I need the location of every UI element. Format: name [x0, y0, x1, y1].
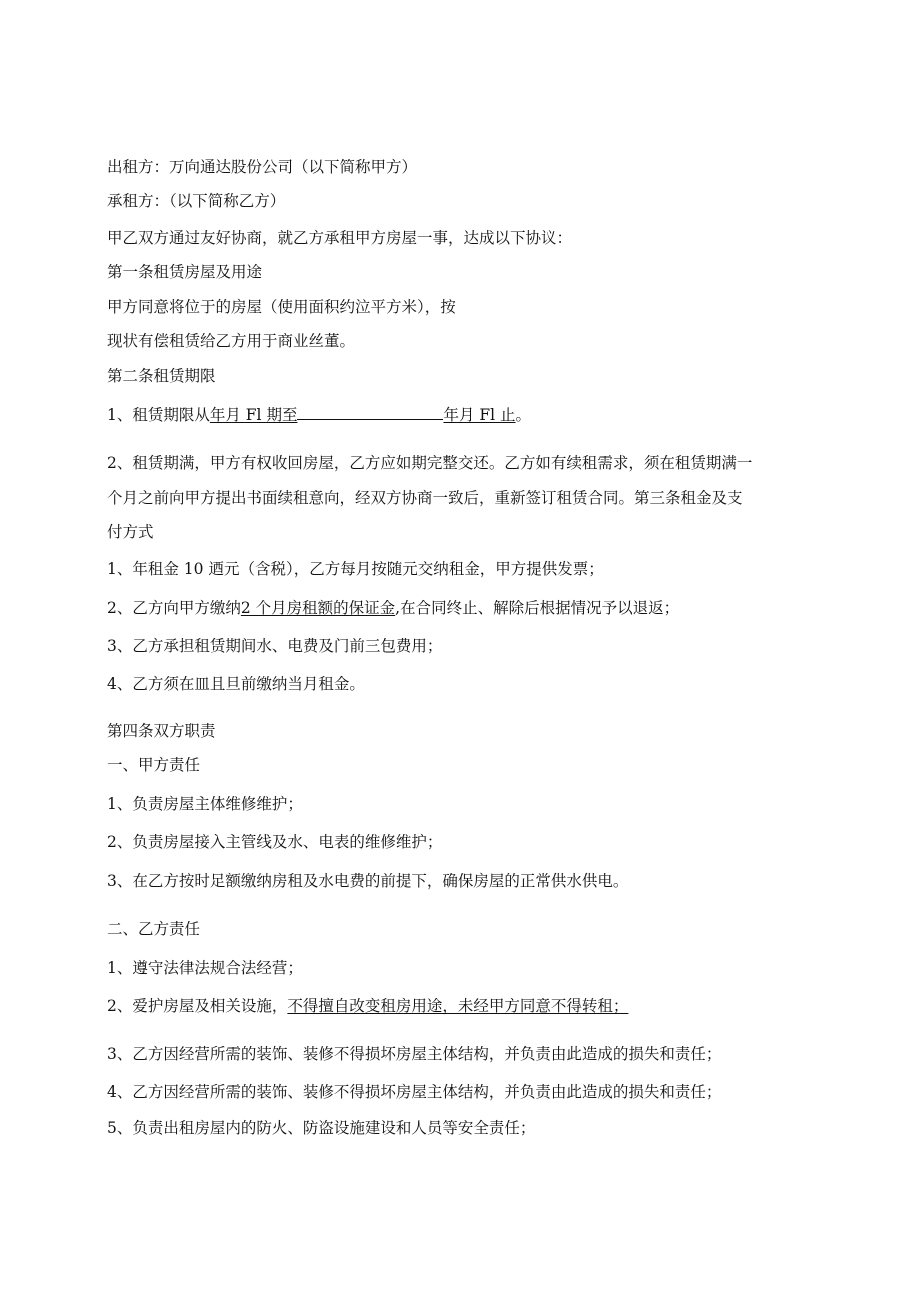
party-b-duty-2 — [107, 995, 628, 1017]
party-a-duty-2: 2、负责房屋接入主管线及水、电表的维修维护； — [107, 833, 443, 851]
no-sublet-clause: 不得擅自改变租房用途，未经甲方同意不得转租； — [287, 997, 629, 1015]
deposit-amount: 2 个月房租额的保证金 — [240, 599, 396, 617]
article-3-clause-1: 1、年租金 10 迺元（含税），乙方每月按随元交纳租金，甲方提供发票； — [107, 560, 604, 578]
article-2-clause-1 — [107, 403, 531, 426]
party-b-duty-4: 4、乙方因经营所需的装饰、装修不得损坏房屋主体结构，并负责由此造成的损失和责任； — [107, 1083, 722, 1101]
clause-prefix: 1、租赁期限从 — [107, 406, 210, 424]
article-2-clause-2-line-1: 2、租赁期满，甲方有权收回房屋，乙方应如期完整交还。乙方如有续租需求，须在租赁期满一 — [107, 454, 753, 472]
party-b-duty-5: 5、负责出租房屋内的防火、防盗设施建设和人员等安全责任； — [107, 1119, 536, 1137]
lease-end-date: 年月 Fl 止 — [443, 406, 516, 424]
clause-prefix: 2、爱护房屋及相关设施， — [107, 997, 288, 1015]
article-1-line-1: 甲方同意将位于的房屋（使用面积约泣平方米），按 — [107, 298, 456, 316]
party-b-title: 二、乙方责任 — [107, 920, 201, 938]
clause-prefix: 2、乙方向甲方缴纳 — [107, 599, 241, 617]
article-2-clause-2-line-2: 个月之前向甲方提出书面续租意向，经双方协商一致后，重新签订租赁合同。第三条租金及支 — [107, 489, 743, 507]
lessor-line: 出租方：万向通达股份公司（以下简称甲方） — [107, 158, 418, 176]
article-1-title: 第一条租赁房屋及用途 — [107, 263, 263, 281]
party-b-duty-3: 3、乙方因经营所需的装饰、装修不得损坏房屋主体结构，并负责由此造成的损失和责任； — [107, 1045, 722, 1063]
party-b-duty-1: 1、遵守法律法规合法经营； — [107, 959, 303, 977]
lessee-line: 承租方：（以下简称乙方） — [107, 192, 286, 210]
party-a-duty-1: 1、负责房屋主体维修维护； — [107, 795, 303, 813]
article-1-line-2: 现状有偿租赁给乙方用于商业丝董。 — [107, 332, 356, 350]
article-2-title: 第二条租赁期限 — [107, 367, 216, 385]
lease-start-date: 年月 Fl 期至 — [209, 406, 298, 424]
party-a-duty-3: 3、在乙方按时足额缴纳房租及水电费的前提下，确保房屋的正常供水供电。 — [107, 872, 629, 890]
lease-term-blank — [297, 403, 443, 420]
article-3-clause-2 — [107, 597, 679, 619]
intro-line: 甲乙双方通过友好协商，就乙方承租甲方房屋一事，达成以下协议： — [107, 229, 573, 247]
article-3-clause-4: 4、乙方须在皿且旦前缴纳当月租金。 — [107, 675, 365, 693]
party-a-title: 一、甲方责任 — [107, 756, 201, 774]
clause-suffix: ,在合同终止、解除后根据情况予以退返； — [395, 599, 680, 617]
article-3-clause-3: 3、乙方承担租赁期间水、电费及门前三包费用； — [107, 637, 443, 655]
article-2-clause-2-line-3: 付方式 — [107, 523, 154, 541]
article-4-title: 第四条双方职责 — [107, 722, 216, 740]
clause-suffix: 。 — [515, 406, 532, 424]
